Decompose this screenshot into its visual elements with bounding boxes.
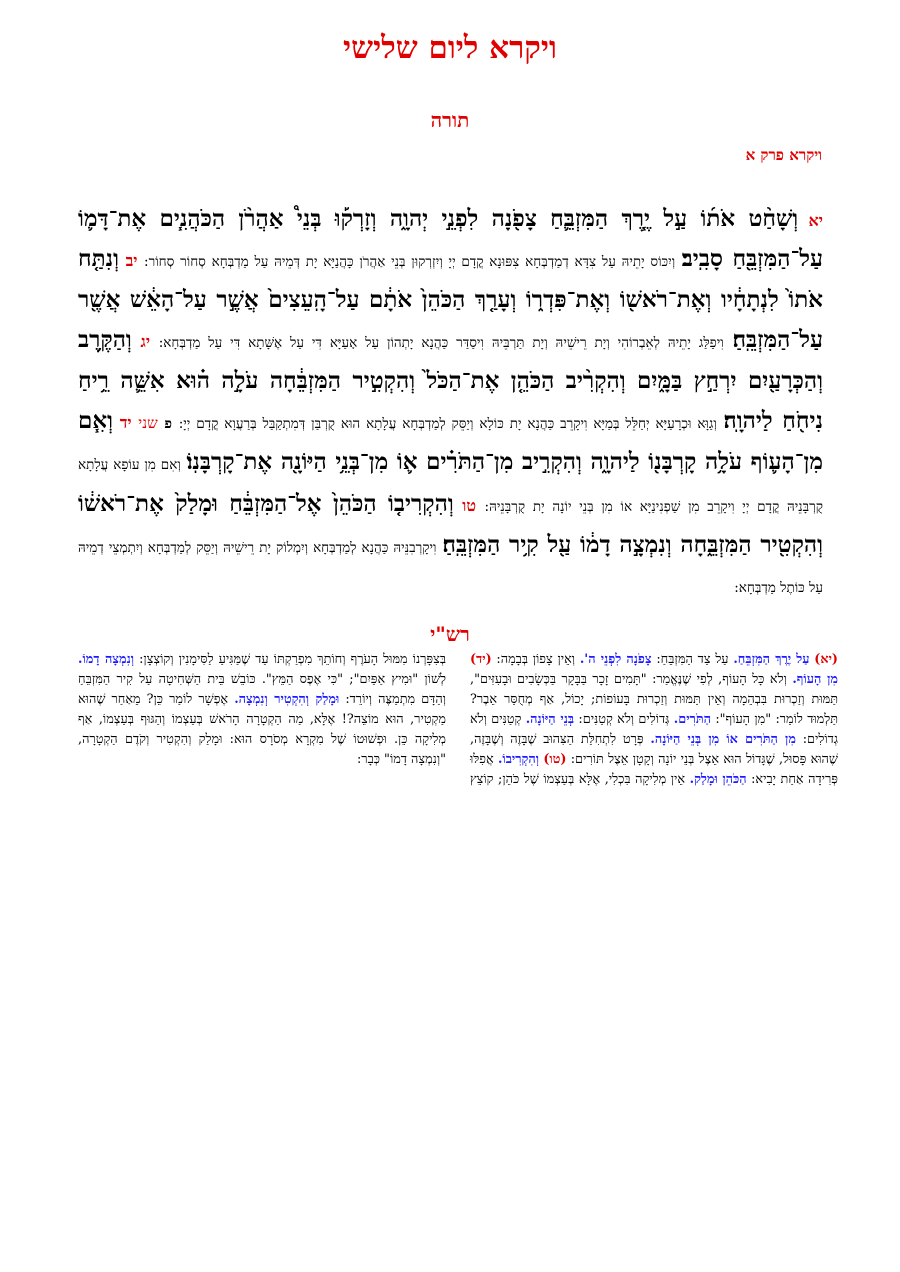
- verse: [78, 205, 824, 272]
- verse-number: יד: [119, 412, 132, 432]
- targum-text: וְיִכּוֹס יָתֵיהּ עַל צִדָּא דְמַדְבְּחָא צִפּוּנָא קֳדָם יְיָ וְיִזְרְקוּן בְּנֵי אַהֲרֹן כָּהֲנַיָּא יָת דְּמֵיהּ עַל מַדְבְּחָא סְחוֹר סְחוֹר:: [144, 253, 676, 270]
- verse-number: יג: [140, 331, 151, 351]
- targum-text: וִיפַלַּג יָתֵיהּ לְאֵבְרוֹהִי וְיָת רֵישֵׁיהּ וְיָת תַּרְבֵּיהּ וִיסַדַּר כַּהֲנָא יָתְהוֹן עַל אָעַיָּא דִּי עַל אֶשָּׁתָא דִּי עַל מַדְבְּחָא:: [158, 334, 724, 351]
- rashi-dibur-hamatchil: עַל יֶרֶךְ הַמִּזְבֵּחַ.: [733, 652, 810, 667]
- rashi-verse-ref: (טו): [543, 752, 567, 767]
- rashi-dibur-hamatchil: צָפֹנָה לִפְנֵי ה'.: [579, 652, 652, 667]
- petucha-marker: פ: [164, 415, 173, 432]
- verse-hebrew-text: וְהַקֶּ֥רֶב וְהַכְּרָעַ֖יִם יִרְחַ֣ץ בַּמָּ֑יִם וְהִקְרִ֨יב הַכֹּהֵ֤ן אֶת־הַכֹּל֙ וְהִקְטִ֣יר הַמִּזְבֵּ֔חָה עֹלָ֣ה ה֗וּא אִשֵּׁ֛ה רֵ֥יחַ נִיחֹ֖חַ לַיהוָֽה׃: [78, 325, 823, 434]
- verse-number: יב: [125, 250, 138, 270]
- rashi-text: קְטַנִּים וְלֹא גְדוֹלִים:: [470, 712, 838, 747]
- rashi-text: אֲפִלּוּ פְּרִידָה אַחַת יָבִיא:: [470, 752, 838, 787]
- rashi-dibur-hamatchil: וְהִקְרִיבוֹ.: [497, 752, 539, 767]
- rashi-text: עַל צַד הַמִּזְבֵּחַ:: [656, 652, 729, 667]
- rashi-dibur-hamatchil: הַכֹּהֵן: [722, 772, 747, 787]
- torah-text: [78, 200, 823, 607]
- verse-hebrew-text: וְנִתַּ֤ח אֹתוֹ֙ לִנְתָחָ֔יו וְאֶת־רֹאשׁ֖וֹ וְאֶת־פִּדְר֑וֹ וְעָרַ֤ךְ הַכֹּהֵן֙ אֹתָ֔ם עַל־הָֽעֵצִים֙ אֲשֶׁ֣ר עַל־הָאֵ֔שׁ אֲשֶׁ֖ר עַל־הַמִּזְבֵּֽחַ׃: [78, 244, 823, 353]
- chapter-heading: ויקרא פרק א: [745, 146, 822, 164]
- verse-hebrew-text: וְאִ֧ם מִן־הָע֛וֹף עֹלָ֥ה קָרְבָּנ֖וֹ לַיהוָ֑ה וְהִקְרִ֣יב מִן־הַתֹּרִ֗ים א֛וֹ מִן־בְּנֵ֥י הַיּוֹנָ֖ה אֶת־קָרְבָּנֽוֹ׃: [78, 406, 823, 475]
- verse-number: יא: [808, 211, 823, 230]
- aliyah-marker: שני: [138, 413, 158, 432]
- rashi-text: גְּדוֹלִים וְלֹא קְטַנִּים:: [578, 712, 670, 727]
- rashi-verse-ref: (יא): [814, 652, 838, 667]
- rashi-dibur-hamatchil: וְנִמְצָה דָמוֹ.: [78, 652, 135, 667]
- rashi-dibur-hamatchil: מִן הָעוֹף.: [792, 672, 839, 687]
- rashi-text: לְשׁוֹן "וּמִיץ אַפַּיִם"; "כִּי אֶפֶס הַמֵּץ". כּוֹבֵשׁ בֵּית הַשְּׁחִיטָה עַל קִיר הַמִּזְבֵּחַ וְהַדָּם מִתְמַצֶּה וְיוֹרֵד:: [78, 672, 446, 707]
- rashi-text: וְלֹא כָּל הָעוֹף, לְפִי שֶׁנֶּאֱמַר: "תָּמִים זָכָר בַּבָּקָר בַּכְּשָׂבִים וּבָעִזִּים", תַּמּוּת וְזַכְרוּת בִּבְהֵמָה וְאֵין תַּמּוּת וְזַכְרוּת בָּעוֹפוֹת; יָכוֹל, אַף מְחֻסַּר אֵבֶר? תַּלְמוּד לוֹמַר: "מִן הָעוֹף":: [470, 672, 839, 727]
- page-title: ויקרא ליום שלישי: [343, 30, 557, 66]
- targum-text: וִיקָרְבִנֵּיהּ כַּהֲנָא לְמַדְבְּחָא וְיִמְלוֹק יָת רֵישֵׁיהּ וְיַסֵּק לְמַדְבְּחָא וְיִתְמְצֵי דְמֵיהּ עַל כּוֹתֶל מַדְבְּחָא:: [78, 540, 823, 596]
- rashi-text: וְאֵין צָפוֹן בְּבָמָה:: [496, 652, 576, 667]
- section-heading: תורה: [430, 108, 470, 132]
- targum-text: וְאִם מִן עוֹפָא עֲלָתָא קֻרְבָּנֵיהּ קֳדָם יְיָ וִיקָרֵב מִן שַׁפְנִינַיָּא אוֹ מִן בְּנֵי יוֹנָה יָת קֻרְבָּנֵיהּ:: [78, 457, 823, 515]
- verse-hebrew-text: וְהִקְרִיב֤וֹ הַכֹּהֵן֙ אֶל־הַמִּזְבֵּ֔חַ וּמָלַק֙ אֶת־רֹאשׁ֔וֹ וְהִקְטִ֖יר הַמִּזְבֵּ֑חָה וְנִמְצָ֣ה דָמ֔וֹ עַ֖ל קִ֥יר הַמִּזְבֵּֽחַ׃: [78, 489, 823, 558]
- rashi-text: פְּרָט לִתְחִלַּת הַצִּהוּב שֶׁבָּזֶה וְשֶׁבָּזֶה, שֶׁהוּא פָּסוּל, שֶׁגָּדוֹל הוּא אֵצֶל בְּנֵי יוֹנָה וְקָטָן אֵצֶל תּוֹרִים:: [470, 732, 838, 767]
- rashi-text: אֵין מְלִיקָה בִּכְלִי, אֶלָּא בְּעַצְמוֹ שֶׁל כֹּהֵן; קוֹצֵץ בְּצִפָּרְנוֹ מִמּוּל הָעֹרֶף וְחוֹתֵךְ מִפְרַקְתּוֹ עַד שֶׁמַּגִּיעַ לַסִּימָנִין וְקוֹצְצָן:: [139, 652, 686, 787]
- rashi-dibur-hamatchil: וּמָלַק.: [689, 772, 718, 787]
- rashi-text: אֶפְשָׁר לוֹמַר כֵּן? מֵאַחַר שֶׁהוּא מַקְטִיר, הוּא מוֹצֵה?! אֶלָּא, מַה הַקְטָרָה הָרֹאשׁ בְּעַצְמוֹ וְהַגּוּף בְּעַצְמוֹ, אַף מְלִיקָה כֵּן. וּפְשׁוּטוֹ שֶׁל מִקְרָא מְסֹרָס הוּא: וּמָלַק וְהִקְטִיר וְקֹדֶם הַקְטָרָה, "וְנִמְצָה דָמוֹ" כְּבָר:: [78, 692, 446, 767]
- targum-text: וְגַוָּא וּכְרָעַיָּא יְחַלֵּל בְּמַיָּא וִיקָרֵב כַּהֲנָא יָת כּוֹלָא וְיַסֵּק לְמַדְבְּחָא עֲלָתָא הוּא קֻרְבַּן דְּמִתְקַבַּל בְּרַעֲוָא קֳדָם יְיָ:: [178, 415, 717, 432]
- rashi-commentary: [78, 650, 838, 850]
- rashi-dibur-hamatchil: הַתֹּרִים.: [673, 712, 711, 727]
- rashi-verse-ref: (יד): [470, 652, 492, 667]
- rashi-dibur-hamatchil: וּמָלַק וְהִקְטִיר וְנִמְצָה.: [234, 692, 340, 707]
- rashi-dibur-hamatchil: בְּנֵי הַיּוֹנָה.: [525, 712, 575, 727]
- verse-number: טו: [462, 495, 477, 515]
- rashi-dibur-hamatchil: מִן הַתֹּרִים אוֹ מִן בְּנֵי הַיּוֹנָה.: [650, 732, 796, 747]
- rashi-heading: רש"י: [430, 622, 470, 646]
- verse-hebrew-text: וְשָׁחַ֨ט אֹת֜וֹ עַ֣ל יֶ֧רֶךְ הַמִּזְבֵּ֛חַ צָפֹ֖נָה לִפְנֵ֣י יְהוָ֑ה וְזָרְק֡וּ בְּנֵי֩ אַהֲרֹ֨ן הַכֹּהֲנִ֧ים אֶת־דָּמ֛וֹ עַל־הַמִּזְבֵּ֖חַ סָבִֽיב׃: [78, 205, 824, 272]
